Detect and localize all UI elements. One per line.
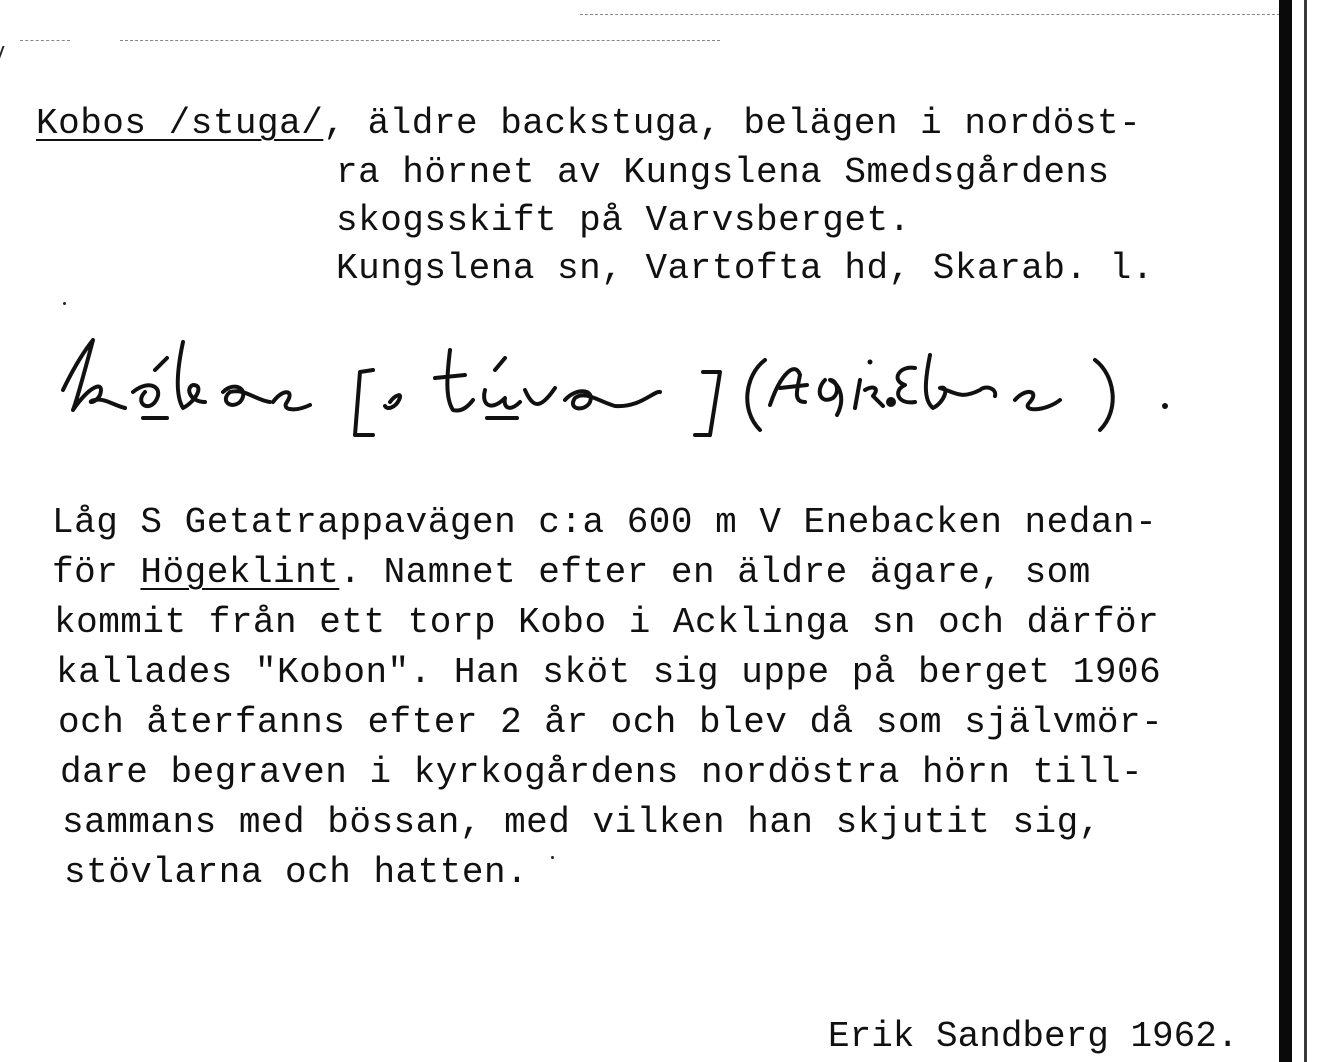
header-line-3: skogsskift på Varvsberget.: [336, 200, 911, 241]
card-right-edge-line: [1304, 0, 1307, 1062]
header-line-1-text: , äldre backstuga, belägen i nordöst-: [323, 103, 1142, 144]
ink-speck: [63, 302, 66, 305]
body-line-2-lead: för: [52, 552, 141, 593]
handwritten-pronunciation: [55, 330, 1235, 440]
header-line-1: [36, 101, 1141, 146]
body-line-4: kallades "Kobon". Han sköt sig uppe på berget 1906: [56, 652, 1162, 693]
corner-tick-mark: [0, 46, 15, 60]
body-line-6: dare begraven i kyrkogårdens nordöstra hörn till-: [60, 752, 1144, 793]
ink-speck: [551, 856, 554, 859]
headword: Kobos /stuga/: [36, 103, 324, 144]
body-line-2: [52, 550, 1091, 595]
body-line-1: Låg S Getatrappavägen c:a 600 m V Enebacken nedan-: [52, 502, 1158, 543]
body-line-8: stövlarna och hatten.: [64, 852, 529, 893]
body-line-3: kommit från ett torp Kobo i Acklinga sn och därför: [54, 602, 1160, 643]
body-line-2-text: . Namnet efter en äldre ägare, som: [339, 552, 1091, 593]
body-line-7: sammans med bössan, med vilken han skjutit sig,: [62, 802, 1101, 843]
header-line-4: Kungslena sn, Vartofta hd, Skarab. l.: [336, 248, 1154, 289]
place-name-hogeklint: Högeklint: [140, 552, 340, 593]
body-line-5: och återfanns efter 2 år och blev då som självmör-: [58, 702, 1164, 743]
top-edge-mark: [120, 40, 720, 42]
top-edge-mark: [580, 14, 1280, 16]
top-edge-mark: [20, 40, 70, 42]
author-signature: Erik Sandberg 1962.: [828, 1016, 1239, 1057]
header-line-2: ra hörnet av Kungslena Smedsgårdens: [336, 152, 1110, 193]
card-right-edge-shadow: [1279, 0, 1292, 1062]
